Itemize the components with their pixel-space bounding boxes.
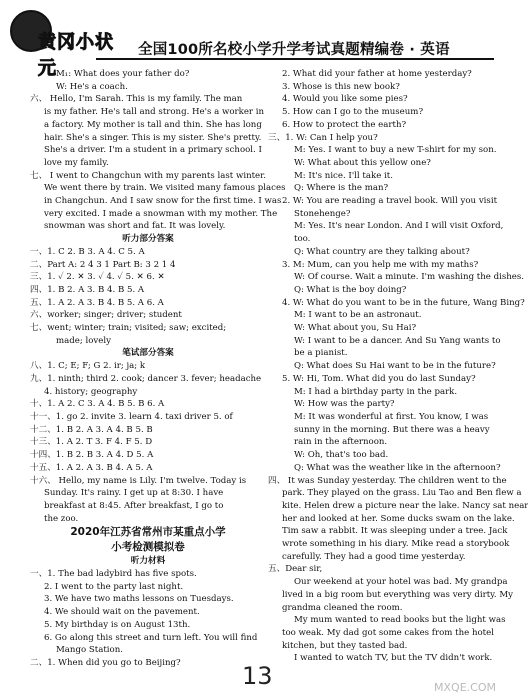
text-line: sunny in the morning. But there was a heavy [294, 424, 490, 435]
text-line: 3. We have two maths lessons on Tuesdays. [44, 594, 234, 605]
text-line: carefully. They had a good time yesterday. [282, 551, 466, 562]
text-line: Sunday. It's rainy. I get up at 8:30. I have [44, 488, 224, 499]
text-line: be a pianist. [294, 348, 348, 359]
text-line: 二、1. When did you go to Beijing? [30, 657, 181, 668]
text-line: 4. Would you like some pies? [282, 94, 408, 105]
text-line: Q: Where is the man? [294, 183, 389, 194]
text-line: 五、1. A 2. A 3. B 4. B 5. A 6. A [30, 297, 164, 308]
text-line: 六、worker; singer; driver; student [30, 310, 182, 321]
text-line: M: Yes. I want to buy a new T-shirt for my son. [294, 145, 497, 156]
text-line: very excited. I made a snowman with my mother. The [44, 208, 278, 219]
text-line: 七、 I went to Changchun with my parents last winter. [30, 170, 267, 181]
text-line: 4. history; geography [44, 386, 138, 397]
logo-text: 黄冈小状元 [38, 32, 114, 79]
text-line: W: Of course. Wait a minute. I'm washing the dishes. [294, 272, 525, 283]
text-line: 八、1. C; E; F; G 2. ir; ja; k [30, 361, 146, 372]
text-line: 一、1. C 2. B 3. A 4. C 5. A [30, 246, 145, 257]
text-line: park. They played on the grass. Liu Tao and Ben flew a [282, 488, 522, 499]
text-line: We went there by train. We visited many famous places [44, 183, 286, 194]
text-line: 6. Go along this street and turn left. You will find [44, 632, 258, 643]
header-rule [96, 58, 494, 60]
text-line: 七、went; winter; train; visited; saw; excited; [30, 323, 227, 334]
text-line: a factory. My mother is tall and thin. She has long [44, 119, 262, 130]
text-line: love my family. [44, 157, 109, 168]
text-line: Q: What country are they talking about? [294, 246, 470, 257]
text-line: M: Yes. It's near London. And I will visit Oxford, [294, 221, 504, 232]
text-line: 十六、 Hello, my name is Lily. I'm twelve. Today is [30, 475, 247, 486]
text-line: Our weekend at your hotel was bad. My grandpa [294, 577, 508, 588]
text-line: wrote something in his diary. Mike read a storybook [282, 539, 510, 550]
text-line: 听力材料 [130, 556, 166, 567]
text-line: breakfast at 8:45. After breakfast, I go to [44, 500, 224, 511]
text-line: Stonehenge? [294, 208, 351, 219]
text-line: 十、1. A 2. C 3. A 4. B 5. B 6. A [30, 399, 165, 410]
watermark: MXQE.COM [434, 681, 496, 694]
text-line: is my father. He's tall and strong. He's a worker in [44, 107, 265, 118]
text-line: 笔试部分答案 [122, 348, 174, 359]
text-line: W: He's a coach. [56, 81, 128, 92]
page-number: 13 [242, 662, 273, 690]
logo [38, 28, 118, 79]
text-line: M: I had a birthday party in the park. [294, 386, 458, 397]
text-line: 二、Part A: 2 4 3 1 Part B: 3 2 1 4 [30, 259, 176, 270]
text-line: Q: What was the weather like in the afternoon? [294, 462, 501, 473]
text-line: W: Oh, that's too bad. [294, 450, 389, 461]
text-line: 5. How can I go to the museum? [282, 107, 424, 118]
text-line: 三、1. ✓ 2. ✕ 3. ✓ 4. ✓ 5. ✕ 6. ✕ [30, 272, 165, 283]
text-line: 4. W: What do you want to be in the future, Wang Bing? [282, 297, 525, 308]
text-line: 5. W: Hi, Tom. What did you do last Sunday? [282, 373, 476, 384]
text-line: made; lovely [56, 335, 111, 346]
text-line: snowman was short and fat. It was lovely. [44, 221, 226, 232]
text-line: kitchen, but they tasted bad. [282, 640, 408, 651]
text-line: W: I want to be a dancer. And Su Yang wants to [294, 335, 501, 346]
right-column [268, 68, 528, 665]
text-line: 三、1. W: Can I help you? [268, 132, 378, 143]
text-line: M: I want to be an astronaut. [294, 310, 422, 321]
text-line: 十四、1. B 2. B 3. A 4. D 5. A [30, 450, 154, 461]
text-line: W: How was the party? [294, 399, 395, 410]
text-line: rain in the afternoon. [294, 437, 388, 448]
text-line: 2. I went to the party last night. [44, 581, 184, 592]
text-line: 3. Whose is this new book? [282, 81, 400, 92]
text-line: Mango Station. [56, 645, 123, 656]
text-line: 十三、1. A 2. T 3. F 4. F 5. D [30, 437, 153, 448]
text-line: 四、 It was Sunday yesterday. The children went to the [268, 475, 507, 486]
text-line: Tim saw a rabbit. It was sleeping under a tree. Jack [282, 526, 508, 537]
text-line: 十二、1. B 2. A 3. A 4. B 5. B [30, 424, 153, 435]
text-line: kite. Helen drew a picture near the lake. Nancy sat near [282, 500, 528, 511]
text-line: the zoo. [44, 513, 79, 524]
text-line: 十一、1. go 2. invite 3. learn 4. taxi driver 5. of [30, 411, 233, 422]
text-line: W: What about this yellow one? [294, 157, 431, 168]
text-line: 六、 Hello, I'm Sarah. This is my family. The man [30, 94, 243, 105]
text-line: She's a driver. I'm a student in a primary school. I [44, 145, 262, 156]
text-line: I wanted to watch TV, but the TV didn't work. [294, 653, 493, 664]
text-line: 五、Dear sir, [268, 564, 323, 575]
text-line: lived in a big room but everything was very dirty. My [282, 589, 513, 600]
left-column [30, 68, 286, 670]
header-title: 全国100所名校小学升学考试真题精编卷 · 英语 [138, 42, 450, 58]
text-line: 一、1. The bad ladybird has five spots. [30, 569, 197, 580]
text-line: her and looked at her. Some ducks swam on the lake. [282, 513, 515, 524]
text-line: 十五、1. A 2. A 3. B 4. A 5. A [30, 462, 153, 473]
text-line: hair. She's a singer. This is my sister. She's pretty. [44, 132, 262, 143]
text-line: My mum wanted to read books but the light was [294, 615, 506, 626]
text-line: M: It's nice. I'll take it. [294, 170, 393, 181]
text-line: 4. We should wait on the pavement. [44, 607, 200, 618]
text-line: 2. What did your father at home yesterday? [282, 69, 472, 79]
text-line: 3. M: Mum, can you help me with my maths? [282, 259, 479, 270]
text-line: Q: What is the boy doing? [294, 284, 407, 295]
text-line: in Changchun. And I saw snow for the first time. I was [44, 196, 282, 207]
text-line: 四、1. B 2. A 3. B 4. B 5. A [30, 284, 145, 295]
text-line: M: It was wonderful at first. You know, I was [294, 411, 489, 422]
text-line: grandma cleaned the room. [282, 602, 403, 613]
text-line: 2. W: You are reading a travel book. Will you visit [282, 196, 498, 207]
text-line: too. [294, 234, 311, 245]
text-line: 九、1. ninth; third 2. cook; dancer 3. fever; headache [30, 373, 262, 384]
text-line: Q: What does Su Hai want to be in the future? [294, 361, 496, 372]
text-line: too weak. My dad got some cakes from the hotel [282, 627, 494, 638]
text-line: 2020年江苏省常州市某重点小学 [70, 526, 226, 539]
text-line: 听力部分答案 [122, 234, 174, 245]
text-line: M₁: What does your father do? [56, 69, 190, 79]
text-line: W: What about you, Su Hai? [294, 323, 417, 334]
text-line: 6. How to protect the earth? [282, 119, 407, 130]
text-line: 5. My birthday is on August 13th. [44, 619, 191, 630]
text-line: 小考检测模拟卷 [111, 541, 185, 554]
